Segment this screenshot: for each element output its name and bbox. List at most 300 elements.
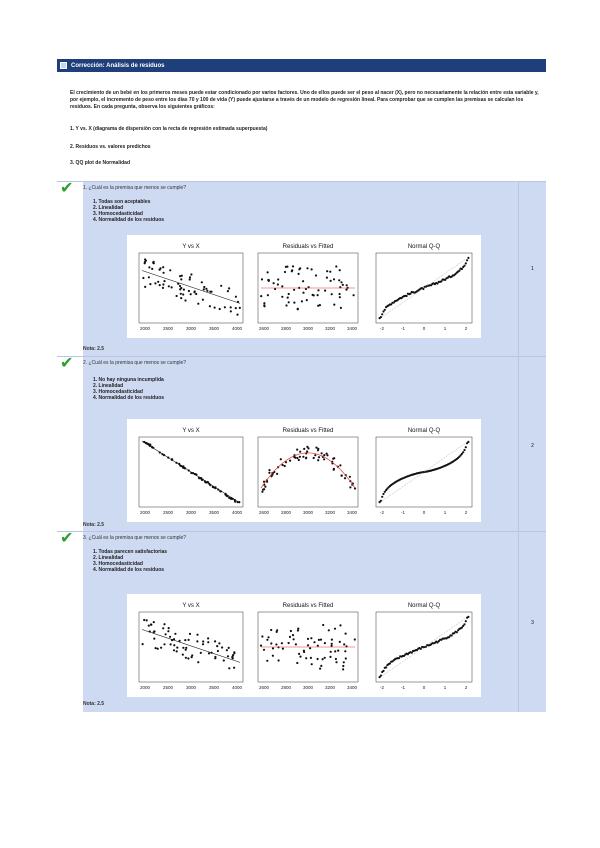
data-point	[466, 259, 468, 261]
data-point	[272, 647, 274, 649]
data-point	[261, 278, 263, 280]
data-point	[151, 268, 153, 270]
data-point	[324, 642, 326, 644]
data-point	[275, 643, 277, 645]
data-point	[272, 282, 274, 284]
data-point	[380, 675, 382, 677]
data-point	[163, 643, 165, 645]
plot-panel	[258, 428, 358, 515]
plot-panel	[376, 428, 472, 515]
data-point	[144, 262, 146, 264]
data-point	[214, 656, 216, 658]
check-icon: ✔	[60, 178, 74, 197]
data-point	[299, 267, 301, 269]
data-point	[405, 295, 407, 297]
data-point	[333, 304, 335, 306]
data-point	[182, 654, 184, 656]
question-body	[83, 182, 518, 357]
data-point	[143, 619, 145, 621]
data-point	[346, 284, 348, 286]
data-point	[185, 649, 187, 651]
data-point	[190, 293, 192, 295]
data-point	[260, 295, 262, 297]
data-point	[305, 457, 307, 459]
data-point	[184, 299, 186, 301]
data-point	[216, 645, 218, 647]
data-point	[339, 269, 341, 271]
data-point	[288, 293, 290, 295]
data-point	[202, 299, 204, 301]
data-point	[206, 290, 208, 292]
data-point	[277, 283, 279, 285]
data-point	[297, 273, 299, 275]
tick-label: 3500	[208, 685, 219, 690]
data-point	[263, 302, 265, 304]
data-point	[154, 282, 156, 284]
plot-panel	[258, 244, 358, 331]
data-point	[231, 656, 233, 658]
tick-label: -1	[400, 326, 405, 331]
data-point	[196, 640, 198, 642]
data-point	[179, 285, 181, 287]
data-point	[202, 640, 204, 642]
tick-label: -2	[379, 685, 384, 690]
panel-title: Y vs X	[182, 244, 200, 250]
panel-title: Normal Q-Q	[407, 603, 441, 609]
data-point	[302, 456, 304, 458]
data-point	[227, 290, 229, 292]
data-point	[270, 629, 272, 631]
data-point	[331, 639, 333, 641]
question-row	[57, 528, 546, 712]
data-point	[267, 294, 269, 296]
question-status	[57, 353, 83, 532]
plot-list-item: 3. QQ plot de Normalidad	[70, 160, 131, 166]
data-point	[467, 616, 469, 618]
data-point	[280, 458, 282, 460]
data-point	[323, 454, 325, 456]
data-point	[330, 645, 332, 647]
option: 3. Homocedasticidad	[92, 211, 143, 217]
data-point	[467, 441, 469, 443]
data-point	[324, 290, 326, 292]
data-point	[328, 629, 330, 631]
data-point	[329, 656, 331, 658]
data-point	[207, 641, 209, 643]
data-point	[303, 651, 305, 653]
tick-label: -2	[379, 510, 384, 515]
data-point	[144, 286, 146, 288]
data-point	[343, 643, 345, 645]
data-point	[201, 281, 203, 283]
data-point	[200, 652, 202, 654]
tick-label: 0	[422, 510, 426, 515]
data-point	[296, 662, 298, 664]
data-point	[333, 468, 335, 470]
check-icon: ✔	[60, 528, 74, 547]
data-point	[261, 491, 263, 493]
plot-panel	[258, 603, 358, 690]
data-point	[153, 621, 155, 623]
data-point	[381, 496, 383, 498]
option: 1. No hay ninguna incumplida	[92, 377, 164, 383]
question-row	[57, 353, 546, 532]
data-point	[321, 658, 323, 660]
data-point	[334, 628, 336, 630]
data-point	[344, 633, 346, 635]
data-point	[302, 280, 304, 282]
data-point	[219, 308, 221, 310]
data-point	[234, 501, 236, 503]
residual-plots	[127, 594, 481, 697]
data-point	[260, 645, 262, 647]
panel-title: Normal Q-Q	[407, 244, 441, 250]
question-number: 3	[518, 532, 546, 712]
tick-label: 3000	[302, 685, 313, 690]
data-point	[292, 634, 294, 636]
data-point	[174, 633, 176, 635]
question-body	[83, 532, 518, 712]
data-point	[263, 305, 265, 307]
option: 2. Linealidad	[92, 555, 124, 561]
data-point	[293, 302, 295, 304]
tick-label: 1	[443, 685, 447, 690]
data-point	[345, 289, 347, 291]
data-point	[159, 284, 161, 286]
data-point	[284, 465, 286, 467]
tick-label: 4000	[231, 685, 242, 690]
data-point	[281, 642, 283, 644]
data-point	[345, 657, 347, 659]
data-point	[142, 277, 144, 279]
data-point	[218, 642, 220, 644]
data-point	[144, 258, 146, 260]
data-point	[235, 307, 237, 309]
data-point	[263, 488, 265, 490]
option: 2. Linealidad	[92, 205, 124, 211]
data-point	[299, 456, 301, 458]
data-point	[263, 649, 265, 651]
tick-label: 2000	[139, 326, 150, 331]
data-point	[223, 659, 225, 661]
tick-label: 2	[464, 685, 468, 690]
data-point	[290, 630, 292, 632]
data-point	[323, 458, 325, 460]
data-point	[298, 459, 300, 461]
question-status	[57, 528, 83, 712]
data-point	[440, 280, 442, 282]
tick-label: 3400	[346, 510, 357, 515]
data-point	[331, 643, 333, 645]
data-point	[315, 447, 317, 449]
data-point	[276, 473, 278, 475]
data-point	[182, 293, 184, 295]
tick-label: 1	[443, 326, 447, 331]
data-point	[189, 633, 191, 635]
plot-panel	[139, 603, 243, 690]
data-point	[185, 647, 187, 649]
data-point	[322, 624, 324, 626]
data-point	[217, 650, 219, 652]
data-point	[149, 283, 151, 285]
check-icon: ✔	[60, 353, 74, 372]
data-point	[152, 262, 154, 264]
tick-label: 2	[464, 326, 468, 331]
data-point	[297, 628, 299, 630]
data-point	[338, 293, 340, 295]
data-point	[314, 454, 316, 456]
data-point	[272, 655, 274, 657]
data-point	[180, 278, 182, 280]
data-point	[148, 625, 150, 627]
data-point	[306, 450, 308, 452]
data-point	[270, 642, 272, 644]
data-point	[153, 630, 155, 632]
data-point	[463, 265, 465, 267]
data-point	[341, 474, 343, 476]
data-point	[179, 288, 181, 290]
data-point	[197, 661, 199, 663]
section-title: Corrección: Análisis de residuos	[71, 62, 165, 69]
tick-label: 3500	[208, 510, 219, 515]
data-point	[349, 486, 351, 488]
data-point	[339, 464, 341, 466]
data-point	[208, 652, 210, 654]
data-point	[209, 305, 211, 307]
option: 2. Linealidad	[92, 383, 124, 389]
data-point	[202, 643, 204, 645]
data-point	[385, 666, 387, 668]
data-point	[213, 307, 215, 309]
data-point	[342, 668, 344, 670]
tick-label: 2500	[162, 685, 173, 690]
data-point	[334, 650, 336, 652]
plot-list-item: 2. Residuos vs. valores predichos	[70, 144, 151, 150]
data-point	[315, 274, 317, 276]
data-point	[344, 650, 346, 652]
data-point	[180, 297, 182, 299]
data-point	[456, 631, 458, 633]
option: 3. Homocedasticidad	[92, 561, 143, 567]
data-point	[381, 313, 383, 315]
tick-label: 0	[422, 685, 426, 690]
data-point	[320, 639, 322, 641]
data-point	[292, 638, 294, 640]
data-point	[187, 639, 189, 641]
data-point	[277, 646, 279, 648]
data-point	[261, 635, 263, 637]
data-point	[189, 278, 191, 280]
data-point	[157, 281, 159, 283]
data-point	[329, 271, 331, 273]
data-point	[162, 627, 164, 629]
data-point	[287, 297, 289, 299]
data-point	[154, 647, 156, 649]
tick-label: 2500	[162, 326, 173, 331]
data-point	[303, 448, 305, 450]
data-point	[467, 257, 469, 259]
data-point	[332, 458, 334, 460]
data-point	[320, 452, 322, 454]
tick-label: 0	[422, 326, 426, 331]
data-point	[176, 647, 178, 649]
data-point	[344, 477, 346, 479]
data-point	[380, 316, 382, 318]
panel-title: Y vs X	[182, 428, 200, 434]
data-point	[291, 270, 293, 272]
data-point	[185, 657, 187, 659]
data-point	[187, 657, 189, 659]
data-point	[310, 268, 312, 270]
data-point	[342, 665, 344, 667]
tick-label: 2600	[258, 510, 269, 515]
tick-label: -1	[400, 510, 405, 515]
tick-label: 1	[443, 510, 447, 515]
data-point	[239, 307, 241, 309]
data-point	[266, 639, 268, 641]
data-point	[349, 476, 351, 478]
data-point	[298, 653, 300, 655]
data-point	[228, 647, 230, 649]
data-point	[220, 285, 222, 287]
residual-plots	[127, 419, 481, 522]
data-point	[297, 308, 299, 310]
data-point	[326, 454, 328, 456]
data-point	[268, 469, 270, 471]
tick-label: 3200	[324, 326, 335, 331]
data-point	[320, 665, 322, 667]
options-list	[93, 377, 164, 401]
tick-label: 4000	[231, 510, 242, 515]
panel-title: Residuals vs Fitted	[282, 244, 334, 250]
data-point	[162, 266, 164, 268]
question-status	[57, 178, 83, 357]
data-point	[307, 644, 309, 646]
tick-label: 3400	[346, 685, 357, 690]
data-point	[313, 294, 315, 296]
tick-label: 2800	[280, 685, 291, 690]
data-point	[235, 296, 237, 298]
data-point	[230, 310, 232, 312]
data-point	[288, 301, 290, 303]
data-point	[317, 289, 319, 291]
option: 1. Todas parecen satisfactorias	[92, 549, 168, 555]
data-point	[287, 642, 289, 644]
data-point	[309, 647, 311, 649]
tick-label: 2600	[258, 326, 269, 331]
data-point	[226, 649, 228, 651]
panel-title: Y vs X	[182, 603, 200, 609]
data-point	[230, 306, 232, 308]
data-point	[214, 640, 216, 642]
data-point	[267, 636, 269, 638]
data-point	[316, 294, 318, 296]
data-point	[164, 633, 166, 635]
data-point	[329, 280, 331, 282]
data-point	[458, 270, 460, 272]
data-point	[163, 623, 165, 625]
tick-label: 3200	[324, 685, 335, 690]
data-point	[306, 267, 308, 269]
tick-label: -2	[379, 326, 384, 331]
data-point	[196, 634, 198, 636]
data-point	[169, 269, 171, 271]
data-point	[160, 647, 162, 649]
plot-panel	[376, 244, 472, 331]
option: 3. Homocedasticidad	[92, 389, 143, 395]
data-point	[465, 620, 467, 622]
data-point	[183, 289, 185, 291]
data-point	[331, 293, 333, 295]
data-point	[221, 646, 223, 648]
data-point	[382, 493, 384, 495]
data-point	[282, 648, 284, 650]
data-point	[224, 306, 226, 308]
data-point	[302, 292, 304, 294]
data-point	[197, 303, 199, 305]
panel-title: Residuals vs Fitted	[282, 428, 334, 434]
data-point	[313, 641, 315, 643]
question-number: 1	[518, 182, 546, 357]
option: 4. Normalidad de los residuos	[92, 217, 165, 223]
data-point	[184, 639, 186, 641]
data-point	[163, 280, 165, 282]
data-point	[382, 670, 384, 672]
data-point	[313, 457, 315, 459]
data-point	[335, 661, 337, 663]
data-point	[330, 651, 332, 653]
data-point	[339, 641, 341, 643]
question-title: 1. ¿Cuál es la premisa que menos se cumple?	[82, 185, 187, 191]
data-point	[324, 657, 326, 659]
option: 4. Normalidad de los residuos	[92, 395, 165, 401]
tick-label: 2000	[139, 510, 150, 515]
data-point	[463, 449, 465, 451]
data-point	[326, 270, 328, 272]
data-point	[169, 636, 171, 638]
data-point	[270, 475, 272, 477]
data-point	[319, 668, 321, 670]
tick-label: 3200	[324, 510, 335, 515]
residual-plots	[127, 235, 481, 338]
data-point	[158, 269, 160, 271]
data-point	[148, 266, 150, 268]
tick-label: 2	[464, 510, 468, 515]
data-point	[301, 300, 303, 302]
data-point	[264, 486, 266, 488]
options-list	[93, 199, 164, 223]
data-point	[180, 293, 182, 295]
data-point	[297, 629, 299, 631]
data-point	[462, 451, 464, 453]
data-point	[207, 637, 209, 639]
data-point	[317, 459, 319, 461]
data-point	[236, 314, 238, 316]
data-point	[173, 649, 175, 651]
data-point	[203, 286, 205, 288]
tick-label: -1	[400, 685, 405, 690]
plot-list-item: 1. Y vs. X (diagrama de dispersión con la recta de regresión estimada superpuesta)	[70, 126, 268, 132]
data-point	[311, 663, 313, 665]
data-point	[317, 645, 319, 647]
data-point	[310, 657, 312, 659]
data-point	[340, 307, 342, 309]
data-point	[157, 648, 159, 650]
panel-title: Residuals vs Fitted	[282, 603, 334, 609]
data-point	[306, 299, 308, 301]
data-point	[338, 279, 340, 281]
data-point	[176, 650, 178, 652]
